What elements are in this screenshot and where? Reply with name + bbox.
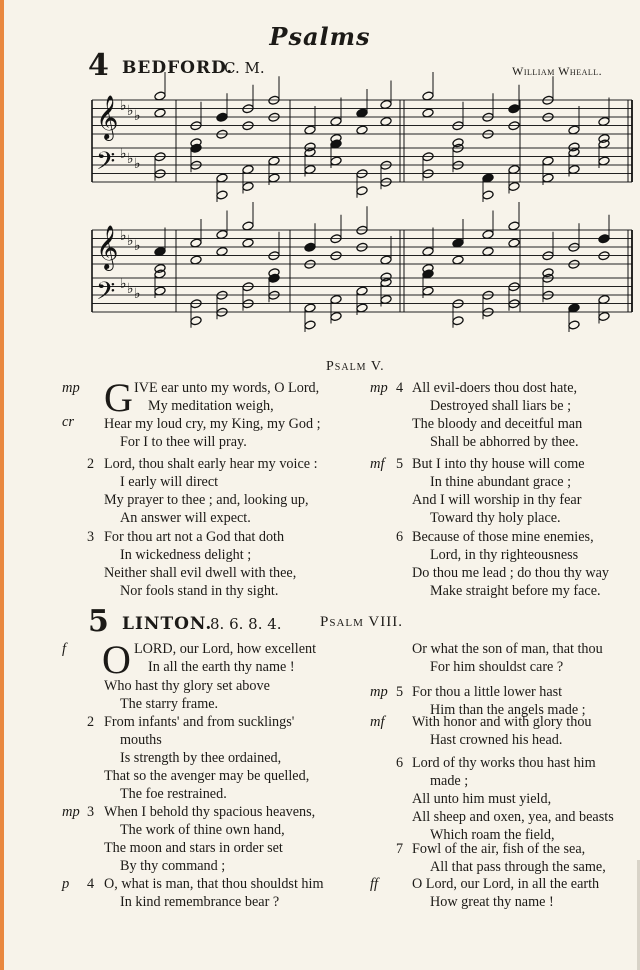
svg-text:♭: ♭: [127, 281, 134, 297]
score-systems: [92, 72, 632, 332]
tune-name: LINTON.: [122, 614, 213, 634]
verse-number: 2: [87, 456, 95, 472]
verse-line: All unto him must yield,: [412, 791, 552, 807]
verse-number: 7: [396, 841, 404, 857]
dynamic-mark: mf: [370, 456, 385, 472]
psalm-label: Psalm VIII.: [320, 614, 403, 630]
verse-number: 3: [87, 804, 95, 820]
verse-line: Hear my loud cry, my King, my God ;: [104, 416, 321, 432]
verse-number: 5: [396, 456, 404, 472]
verse-line: All sheep and oxen, yea, and beasts: [412, 809, 614, 825]
verse-line: The starry frame.: [120, 696, 219, 712]
verse-line: Or what the son of man, that thou: [412, 641, 603, 657]
drop-cap: G: [104, 375, 133, 420]
verse-line: In all the earth thy name !: [148, 659, 295, 675]
verse-line: For I to thee will pray.: [120, 434, 247, 450]
tune-meter: C. M.: [224, 59, 265, 77]
verse-line: Toward thy holy place.: [430, 510, 561, 526]
svg-text:𝄢: 𝄢: [96, 147, 116, 182]
verse-line: By thy command ;: [120, 858, 226, 874]
verse-line: The foe restrained.: [120, 786, 227, 802]
dynamic-mark: mp: [62, 380, 80, 396]
music-score: [0, 0, 640, 380]
verse-line: I early will direct: [120, 474, 219, 490]
verse-line: O, what is man, that thou shouldst him: [104, 876, 324, 892]
svg-text:♭: ♭: [120, 276, 127, 292]
psalm-label: Psalm V.: [326, 359, 385, 374]
verse-line: Lord, thou shalt early hear my voice :: [104, 456, 318, 472]
tune-meter: 8. 6. 8. 4.: [210, 615, 282, 633]
verse-line: Destroyed shall liars be ;: [430, 398, 572, 414]
verse-line: made ;: [430, 773, 469, 789]
verse-line: Lord, in thy righteousness: [430, 547, 579, 563]
svg-text:♭: ♭: [120, 228, 127, 244]
running-head: Psalms: [269, 22, 371, 51]
dynamic-mark: cr: [62, 414, 75, 430]
verse-line: Make straight before my face.: [430, 583, 601, 599]
svg-text:♭: ♭: [127, 151, 134, 167]
verse-line: The bloody and deceitful man: [412, 416, 583, 432]
svg-text:♭: ♭: [134, 286, 141, 302]
verse-line: For thou a little lower hast: [412, 684, 563, 700]
verse-line: Hast crowned his head.: [430, 732, 563, 748]
verse-line: LORD, our Lord, how excellent: [134, 641, 317, 657]
svg-text:𝄞: 𝄞: [96, 95, 119, 139]
verse-line: Fowl of the air, fish of the sea,: [412, 841, 586, 857]
verse-line: For thou art not a God that doth: [104, 529, 285, 545]
dynamic-mark: f: [62, 641, 67, 657]
verse-line: Because of those mine enemies,: [412, 529, 594, 545]
dynamic-mark: p: [62, 876, 70, 892]
verse-line: That so the avenger may be quelled,: [104, 768, 310, 784]
verse-line: Neither shall evil dwell with thee,: [104, 565, 297, 581]
hymn-number: 5: [88, 604, 109, 639]
verse-number: 2: [87, 714, 95, 730]
verse-line: Is strength by thee ordained,: [120, 750, 282, 766]
svg-text:𝄞: 𝄞: [96, 225, 119, 269]
svg-text:♭: ♭: [134, 156, 141, 172]
verse-number: 6: [396, 755, 404, 771]
svg-text:♭: ♭: [120, 146, 127, 162]
verse-line: In wickedness delight ;: [120, 547, 252, 563]
verse-line: In thine abundant grace ;: [430, 474, 572, 490]
verse-line: Him than the angels made ;: [430, 702, 586, 718]
dynamic-mark: ff: [370, 876, 379, 892]
svg-text:𝄢: 𝄢: [96, 277, 116, 312]
verse-line: All that pass through the same,: [430, 859, 606, 875]
verse-line: My prayer to thee ; and, looking up,: [104, 492, 309, 508]
verse-line: Shall be abhorred by thee.: [430, 434, 579, 450]
verse-line: My meditation weigh,: [148, 398, 274, 414]
verse-number: 6: [396, 529, 404, 545]
verse-line: Nor fools stand in thy sight.: [120, 583, 279, 599]
verse-line: With honor and with glory thou: [412, 714, 592, 730]
verse-line: An answer will expect.: [120, 510, 251, 526]
dynamic-mark: mp: [370, 380, 388, 396]
verse-number: 5: [396, 684, 404, 700]
drop-cap: O: [102, 637, 131, 682]
tune-name: BEDFORD.: [122, 58, 234, 78]
verse-line: For him shouldst care ?: [430, 659, 564, 675]
verse-line: When I behold thy spacious heavens,: [104, 804, 316, 820]
hymn-number: 4: [88, 48, 109, 83]
svg-text:♭: ♭: [127, 233, 134, 249]
verse-number: 4: [87, 876, 95, 892]
verse-line: Lord of thy works thou hast him: [412, 755, 596, 771]
svg-text:♭: ♭: [127, 103, 134, 119]
verse-line: Which roam the field,: [430, 827, 555, 843]
verse-line: From infants' and from sucklings': [104, 714, 295, 730]
verse-line: And I will worship in thy fear: [412, 492, 582, 508]
verse-line: Do thou me lead ; do thou thy way: [412, 565, 610, 581]
verse-line: But I into thy house will come: [412, 456, 585, 472]
dynamic-mark: mp: [370, 684, 388, 700]
svg-text:♭: ♭: [134, 108, 141, 124]
verse-line: How great thy name !: [430, 894, 554, 910]
verse-line: O Lord, our Lord, in all the earth: [412, 876, 600, 892]
dynamic-mark: mp: [62, 804, 80, 820]
verse-line: All evil-doers thou dost hate,: [412, 380, 578, 396]
verse-number: 4: [396, 380, 404, 396]
svg-text:♭: ♭: [134, 238, 141, 254]
verse-line: mouths: [120, 732, 162, 748]
composer-name: William Wheall.: [512, 64, 603, 78]
verse-line: In kind remembrance bear ?: [120, 894, 280, 910]
dynamic-mark: mf: [370, 714, 385, 730]
verse-line: The work of thine own hand,: [120, 822, 285, 838]
verse-line: Who hast thy glory set above: [104, 678, 270, 694]
verse-line: The moon and stars in order set: [104, 840, 283, 856]
verse-line: IVE ear unto my words, O Lord,: [134, 380, 320, 396]
verse-number: 3: [87, 529, 95, 545]
svg-text:♭: ♭: [120, 98, 127, 114]
